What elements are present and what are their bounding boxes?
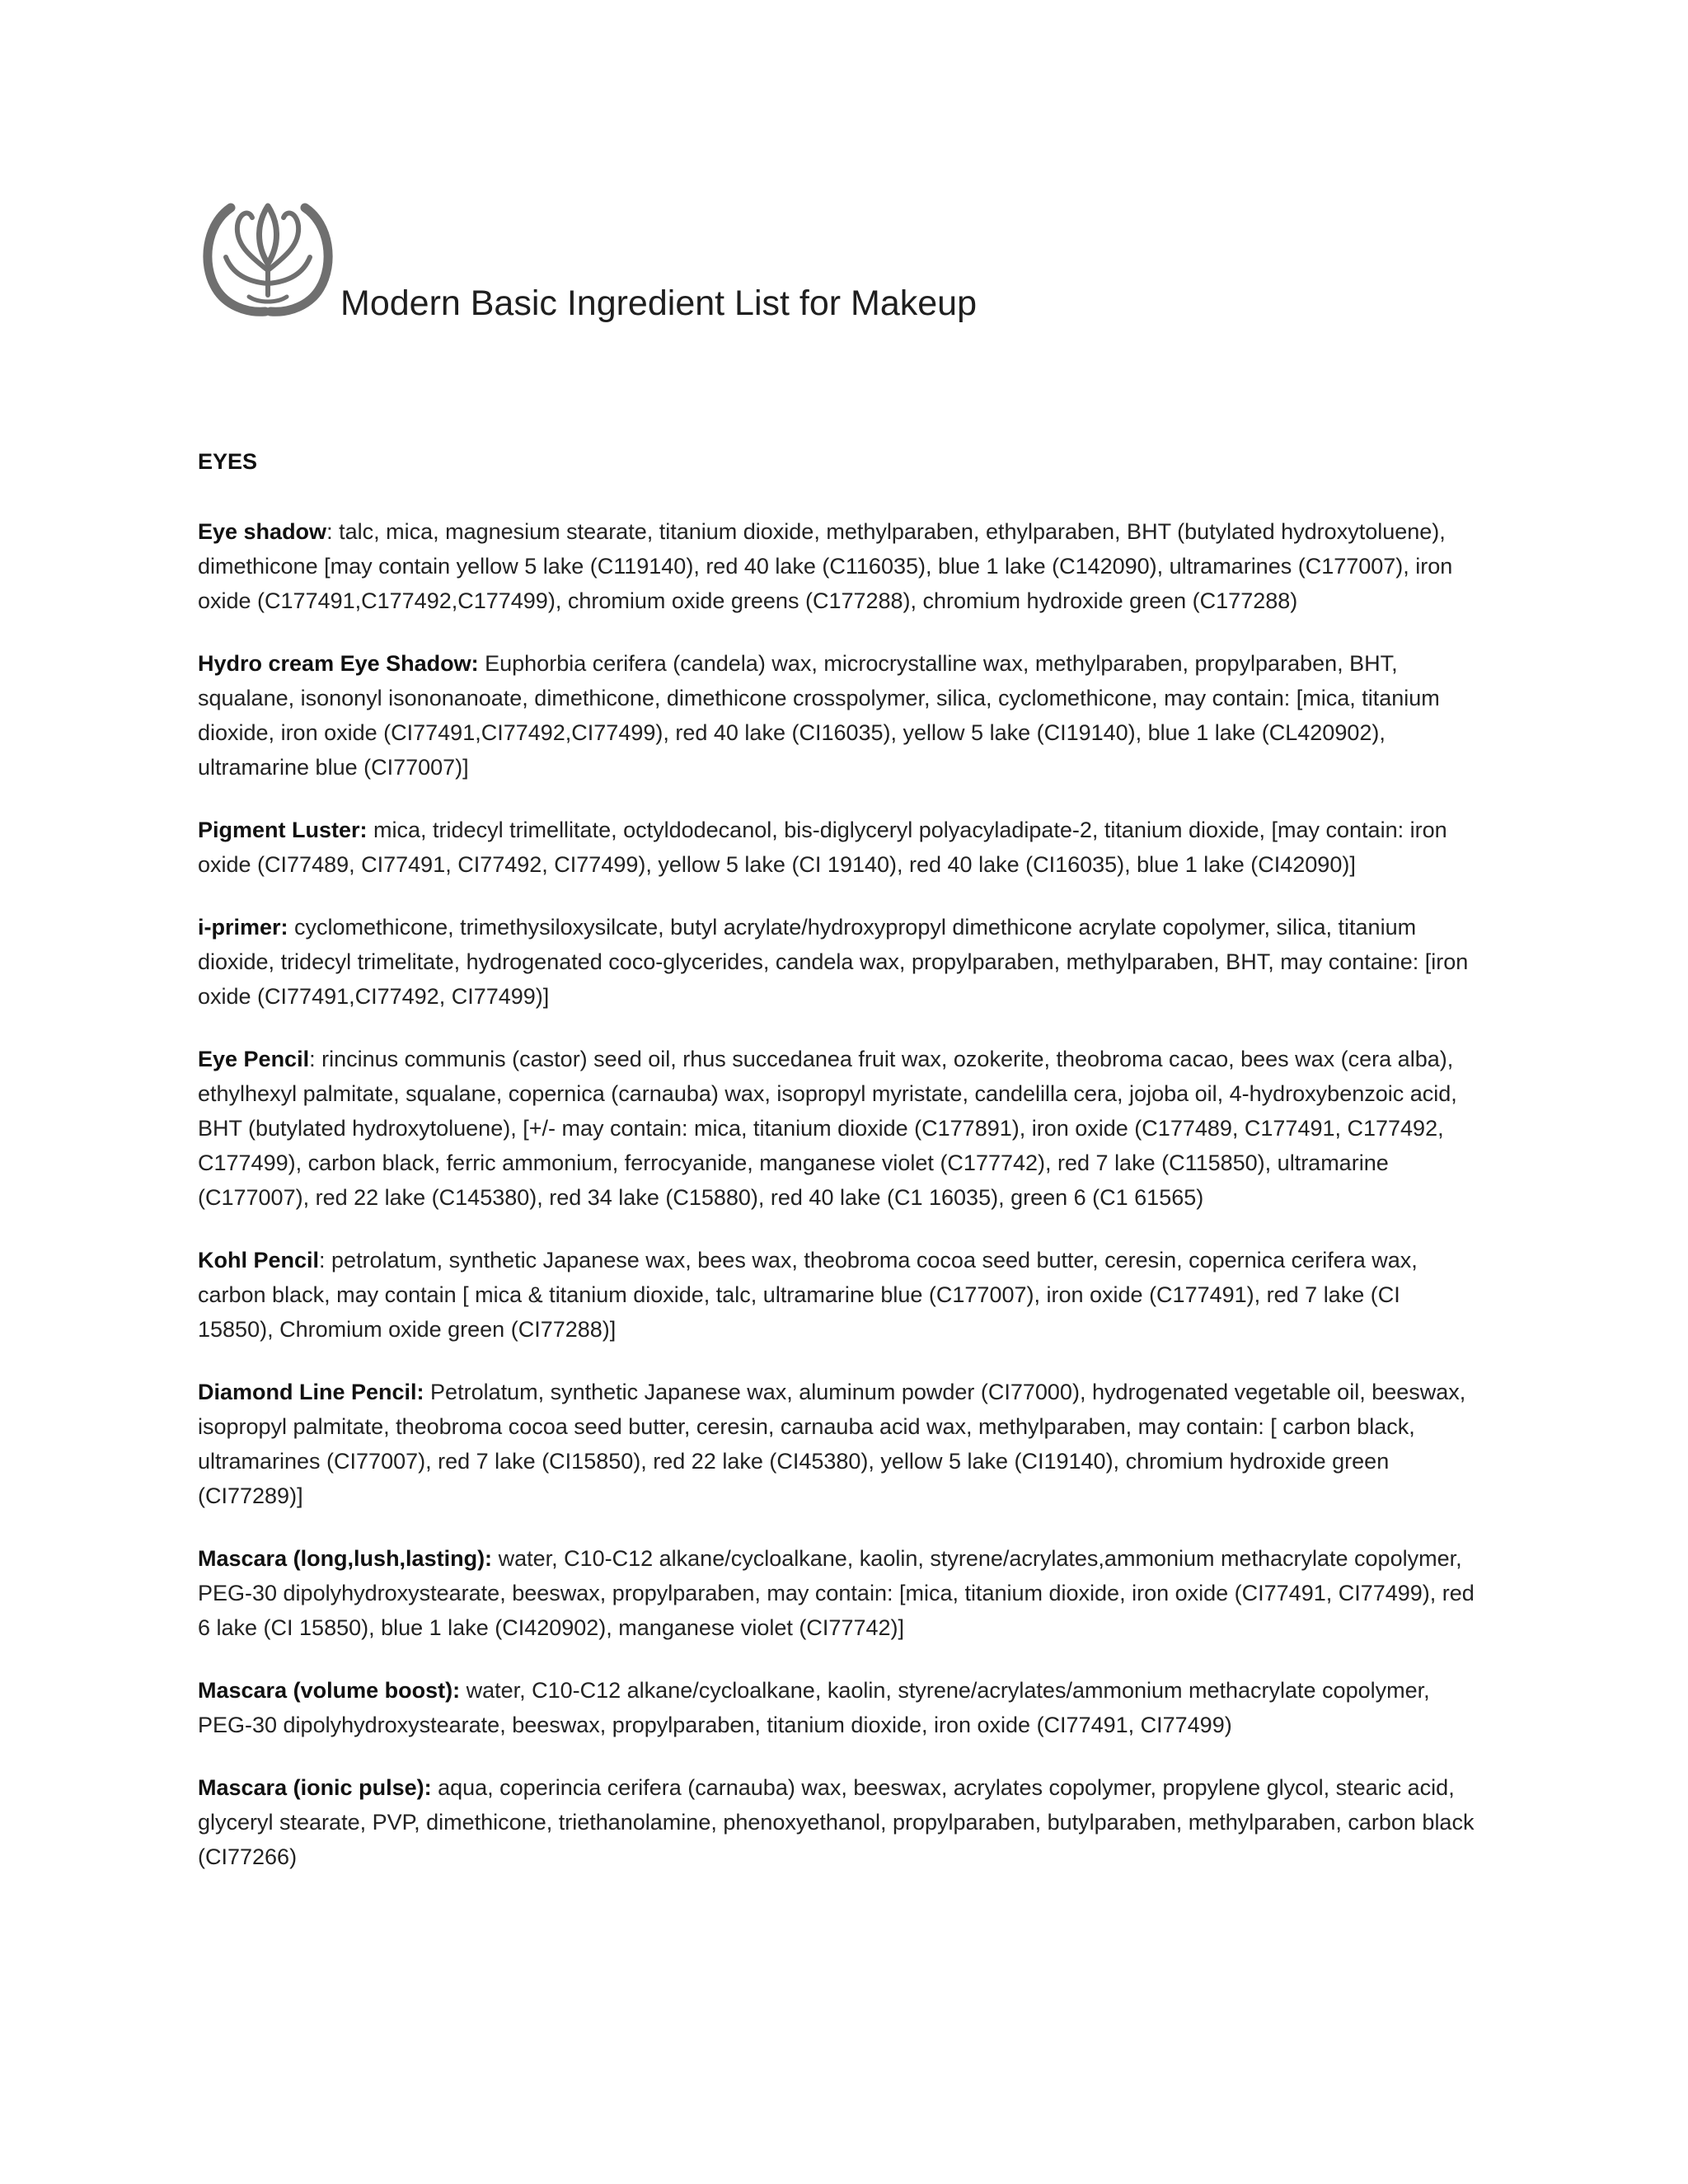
lotus-flower-logo-icon: [198, 196, 340, 320]
ingredient-entry-mascara-volume-boost: [198, 1673, 1480, 1742]
entry-name: Eye shadow: [198, 519, 327, 544]
entry-name: Eye Pencil: [198, 1047, 310, 1071]
entry-ingredients: cyclomethicone, trimethysiloxysilcate, butyl acrylate/hydroxypropyl dimethicone acrylate copolymer, silica, titanium dioxide, tridecyl trimelitate, hydrogenated coco-glycerides, candela wax, propylparaben, methylparaben, BHT, may containe: [iron oxide (CI77491,CI77492, CI77499)]: [198, 915, 1469, 1009]
entry-ingredients: : petrolatum, synthetic Japanese wax, bees wax, theobroma cocoa seed butter, ceresin, copernica cerifera wax, carbon black, may contain [ mica & titanium dioxide, talc, ultramarine blue (C177007), iron oxide (C177491), red 7 lake (CI 15850), Chromium oxide green (CI77288)]: [198, 1248, 1418, 1342]
entry-name: Kohl Pencil: [198, 1248, 320, 1272]
ingredient-entry-diamond-line-pencil: [198, 1375, 1480, 1513]
entry-name: Mascara (ionic pulse):: [198, 1775, 432, 1800]
ingredient-entry-mascara-ionic-pulse: [198, 1770, 1480, 1874]
entry-name: i-primer:: [198, 915, 288, 940]
entry-ingredients: : rincinus communis (castor) seed oil, rhus succedanea fruit wax, ozokerite, theobroma cacao, bees wax (cera alba), ethylhexyl palmitate, squalane, copernica (carnauba) wax, isopropyl myristate, candelilla cera, jojoba oil, 4-hydroxybenzoic acid, BHT (butylated hydroxytoluene), [+/- may contain: mica, titanium dioxide (C177891), iron oxide (C177489, C177491, C177492, C177499), carbon black, ferric ammonium, ferrocyanide, manganese violet (C177742), red 7 lake (C115850), ultramarine (C177007), red 22 lake (C145380), red 34 lake (C15880), red 40 lake (C1 16035), green 6 (C1 61565): [198, 1047, 1457, 1210]
entry-ingredients: mica, tridecyl trimellitate, octyldodecanol, bis-diglyceryl polyacyladipate-2, titanium dioxide, [may contain: iron oxide (CI77489, CI77491, CI77492, CI77499), yellow 5 lake (CI 19140), red 40 lake (CI16035), blue 1 lake (CI42090)]: [198, 818, 1447, 877]
ingredient-entry-i-primer: [198, 910, 1480, 1014]
ingredient-entry-eye-shadow: [198, 514, 1480, 618]
entry-ingredients: Euphorbia cerifera (candela) wax, microcrystalline wax, methylparaben, propylparaben, BHT, squalane, isononyl isononanoate, dimethicone, dimethicone crosspolymer, silica, cyclomethicone, may contain: [mica, titanium dioxide, iron oxide (CI77491,CI77492,CI77499), red 40 lake (CI16035), yellow 5 lake (CI19140), blue 1 lake (CL420902), ultramarine blue (CI77007)]: [198, 651, 1440, 780]
entry-ingredients: aqua, coperincia cerifera (carnauba) wax, beeswax, acrylates copolymer, propylene glycol, stearic acid, glyceryl stearate, PVP, dimethicone, triethanolamine, phenoxyethanol, propylparaben, butylparaben, methylparaben, carbon black (CI77266): [198, 1775, 1475, 1869]
entry-ingredients: water, C10-C12 alkane/cycloalkane, kaolin, styrene/acrylates,ammonium methacrylate copolymer, PEG-30 dipolyhydroxystearate, beeswax, propylparaben, may contain: [mica, titanium dioxide, iron oxide (CI77491, CI77499), red 6 lake (CI 15850), blue 1 lake (CI420902), manganese violet (CI77742)]: [198, 1546, 1475, 1640]
ingredient-entry-eye-pencil: [198, 1042, 1480, 1215]
ingredient-entry-hydro-cream-eye-shadow: [198, 646, 1480, 785]
entry-ingredients: : talc, mica, magnesium stearate, titanium dioxide, methylparaben, ethylparaben, BHT (butylated hydroxytoluene), dimethicone [may contain yellow 5 lake (C119140), red 40 lake (C116035), blue 1 lake (C142090), ultramarines (C177007), iron oxide (C177491,C177492,C177499), chromium oxide greens (C177288), chromium hydroxide green (C177288): [198, 519, 1453, 613]
entry-name: Mascara (long,lush,lasting):: [198, 1546, 493, 1571]
ingredient-entry-kohl-pencil: [198, 1243, 1480, 1347]
entry-ingredients: water, C10-C12 alkane/cycloalkane, kaolin, styrene/acrylates/ammonium methacrylate copolymer, PEG-30 dipolyhydroxystearate, beeswax, propylparaben, titanium dioxide, iron oxide (CI77491, CI77499): [198, 1678, 1430, 1737]
entry-name: Mascara (volume boost):: [198, 1678, 461, 1703]
ingredient-entry-mascara-long-lush-lasting: [198, 1541, 1480, 1645]
entry-name: Diamond Line Pencil:: [198, 1380, 424, 1404]
document-title: Modern Basic Ingredient List for Makeup: [340, 284, 978, 323]
entry-name: Pigment Luster:: [198, 818, 368, 842]
section-heading-eyes: EYES: [198, 449, 258, 474]
ingredient-entry-pigment-luster: [198, 813, 1480, 882]
document-header: [198, 196, 1484, 336]
entry-name: Hydro cream Eye Shadow:: [198, 651, 479, 676]
document-body: [198, 445, 1480, 1902]
entry-ingredients: Petrolatum, synthetic Japanese wax, aluminum powder (CI77000), hydrogenated vegetable oil, beeswax, isopropyl palmitate, theobroma cocoa seed butter, ceresin, carnauba acid wax, methylparaben, may contain: [ carbon black, ultramarines (CI77007), red 7 lake (CI15850), red 22 lake (CI45380), yellow 5 lake (CI19140), chromium hydroxide green (CI77289)]: [198, 1380, 1466, 1508]
